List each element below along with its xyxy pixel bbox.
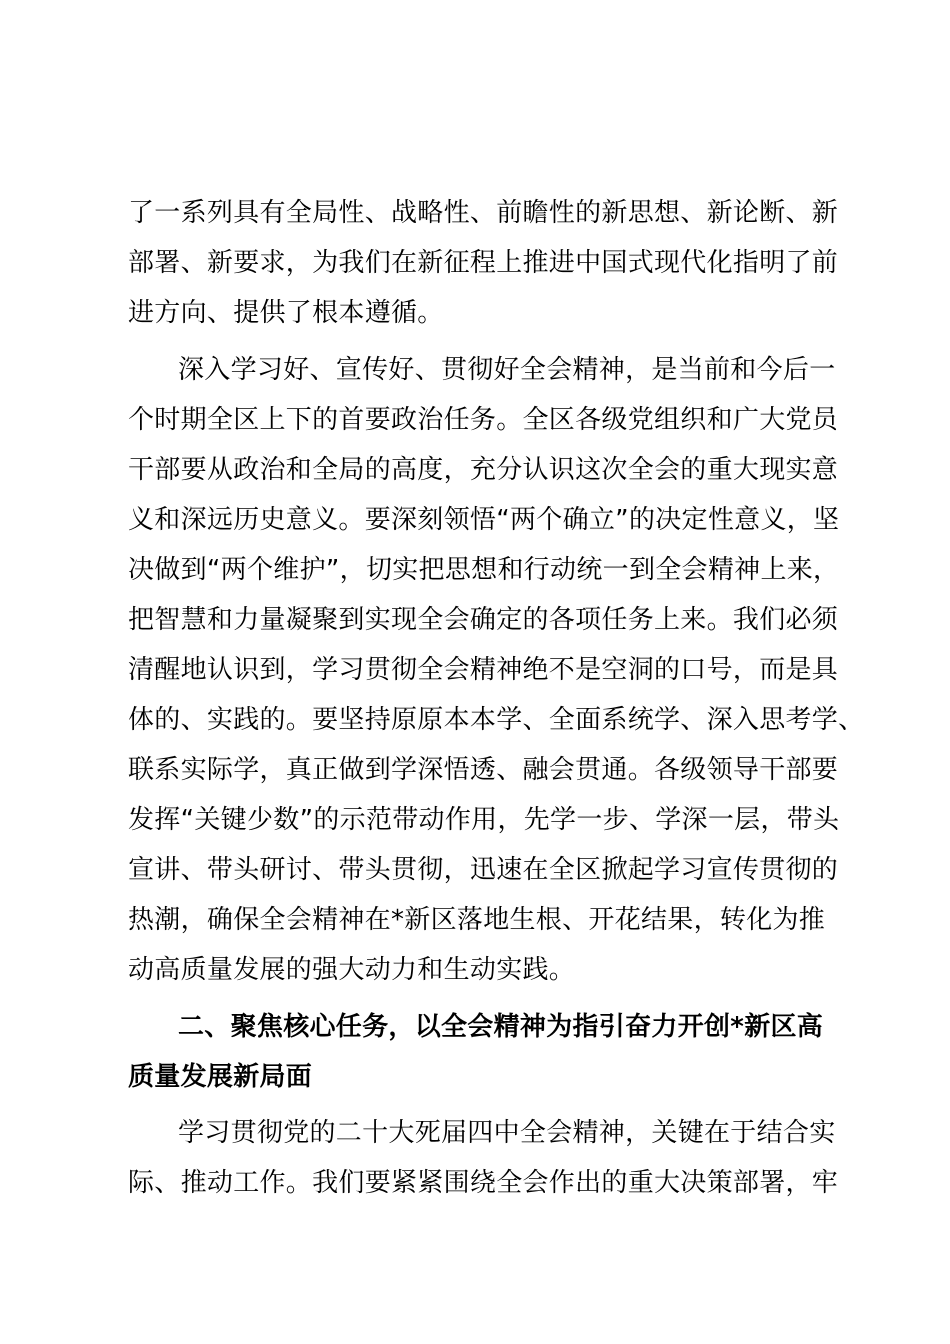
paragraph-line: 深入学习好、宣传好、贯彻好全会精神，是当前和今后一 (178, 355, 836, 385)
paragraph-line: 宣讲、带头研讨、带头贯彻，迅速在全区掀起学习宣传贯彻的 (128, 855, 839, 885)
paragraph-line: 热潮，确保全会精神在*新区落地生根、开花结果，转化为推 (128, 905, 826, 935)
paragraph-line: 部署、新要求，为我们在新征程上推进中国式现代化指明了前 (128, 248, 839, 278)
paragraph-line: 清醒地认识到，学习贯彻全会精神绝不是空洞的口号，而是具 (128, 655, 839, 685)
paragraph-line: 联系实际学，真正做到学深悟透、融会贯通。各级领导干部要 (128, 755, 839, 785)
paragraph-line: 把智慧和力量凝聚到实现全会确定的各项任务上来。我们必须 (128, 605, 839, 635)
paragraph-line: 进方向、提供了根本遵循。 (128, 298, 444, 328)
paragraph-line: 动高质量发展的强大动力和生动实践。 (128, 955, 576, 985)
paragraph-line: 义和深远历史意义。要深刻领悟“两个确立”的决定性意义，坚 (128, 505, 840, 535)
paragraph-line: 际、推动工作。我们要紧紧围绕全会作出的重大决策部署，牢 (128, 1168, 839, 1198)
paragraph-line: 了一系列具有全局性、战略性、前瞻性的新思想、新论断、新 (128, 198, 839, 228)
paragraph-line: 发挥“关键少数”的示范带动作用，先学一步、学深一层，带头 (128, 805, 840, 835)
section-heading-line: 二、聚焦核心任务，以全会精神为指引奋力开创*新区高 (178, 1012, 824, 1042)
paragraph-line: 决做到“两个维护”，切实把思想和行动统一到全会精神上来， (128, 555, 840, 585)
paragraph-line: 干部要从政治和全局的高度，充分认识这次全会的重大现实意 (128, 455, 839, 485)
section-heading-line: 质量发展新局面 (128, 1062, 313, 1092)
paragraph-line: 体的、实践的。要坚持原原本本学、全面系统学、深入思考学、 (128, 705, 865, 735)
paragraph-line: 学习贯彻党的二十大死届四中全会精神，关键在于结合实 (178, 1118, 836, 1148)
paragraph-line: 个时期全区上下的首要政治任务。全区各级党组织和广大党员 (128, 405, 839, 435)
